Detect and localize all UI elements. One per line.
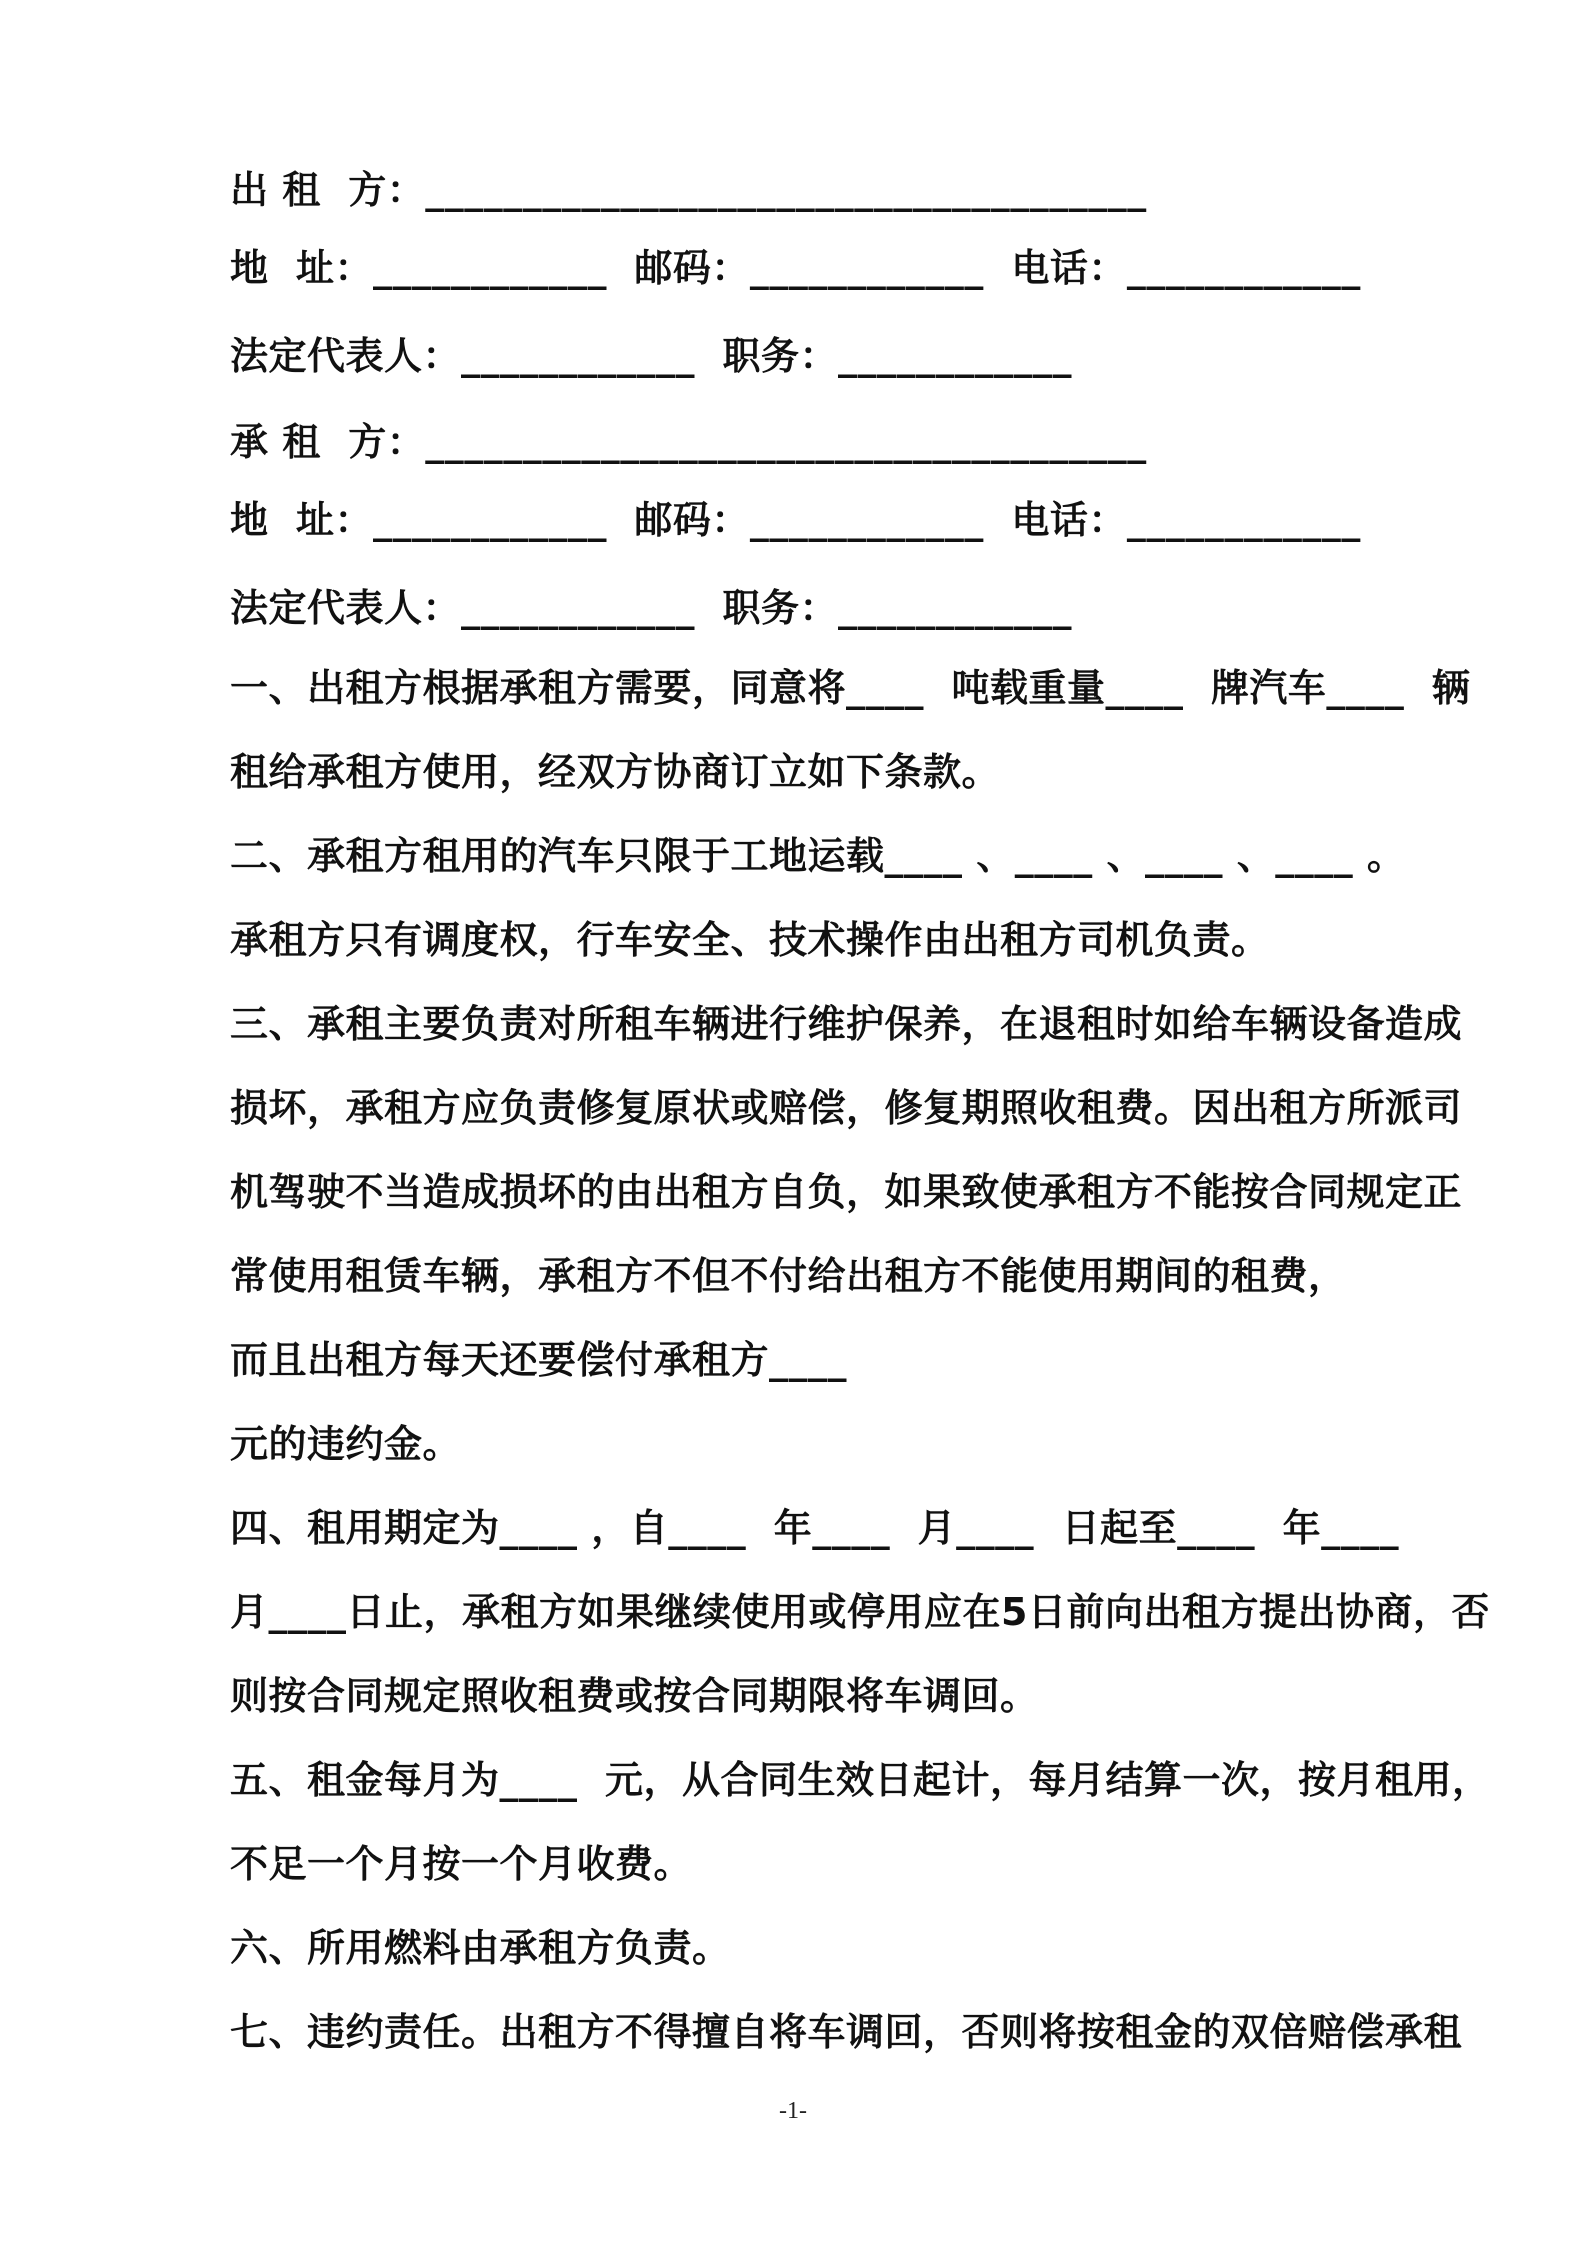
clause-2-line-1: 二、承租方租用的汽车只限于工地运载____ 、____ 、____ 、____ 。	[230, 834, 1406, 878]
clause-3-line-2: 损坏，承租方应负责修复原状或赔偿，修复期照收租费。因出租方所派司	[230, 1086, 1463, 1130]
clause-3-line-4: 常使用租赁车辆，承租方不但不付给出租方不能使用期间的租费，	[230, 1254, 1347, 1298]
clause-7-line-1: 七、违约责任。出租方不得擅自将车调回，否则将按租金的双倍赔偿承租	[230, 2010, 1463, 2054]
clause-3-line-5: 而且出租方每天还要偿付承租方____	[230, 1338, 848, 1382]
lessee-name-line: 承 租 方：_____________________________________	[230, 420, 1147, 464]
lessor-name-line: 出 租 方：_____________________________________	[230, 168, 1147, 212]
lessor-representative-line: 法定代表人：____________ 职务：____________	[230, 334, 1072, 378]
lessee-representative-line: 法定代表人：____________ 职务：____________	[230, 586, 1072, 630]
clause-1-line-1: 一、出租方根据承租方需要，同意将____ 吨载重量____ 牌汽车____ 辆	[230, 666, 1471, 710]
clause-3-line-6: 元的违约金。	[230, 1422, 462, 1466]
page-number: -1-	[779, 2098, 807, 2124]
clause-3-line-1: 三、承租主要负责对所租车辆进行维护保养，在退租时如给车辆设备造成	[230, 1002, 1463, 1046]
clause-4-line-3: 则按合同规定照收租费或按合同期限将车调回。	[230, 1674, 1039, 1718]
clause-5-line-1: 五、租金每月为____ 元，从合同生效日起计，每月结算一次，按月租用，	[230, 1758, 1491, 1802]
clause-1-line-2: 租给承租方使用，经双方协商订立如下条款。	[230, 750, 1001, 794]
clause-3-line-3: 机驾驶不当造成损坏的由出租方自负，如果致使承租方不能按合同规定正	[230, 1170, 1463, 1214]
lessor-address-line: 地 址：____________ 邮码：____________ 电话：____________	[230, 246, 1361, 290]
clause-2-line-2: 承租方只有调度权，行车安全、技术操作由出租方司机负责。	[230, 918, 1270, 962]
clause-4-line-2: 月____日止，承租方如果继续使用或停用应在5日前向出租方提出协商，否	[230, 1590, 1490, 1634]
clause-4-line-1: 四、租用期定为____ ，自____ 年____ 月____ 日起至____ 年____	[230, 1506, 1400, 1550]
clause-6-line-1: 六、所用燃料由承租方负责。	[230, 1926, 731, 1970]
clause-5-line-2: 不足一个月按一个月收费。	[230, 1842, 693, 1886]
lessee-address-line: 地 址：____________ 邮码：____________ 电话：____________	[230, 498, 1361, 542]
